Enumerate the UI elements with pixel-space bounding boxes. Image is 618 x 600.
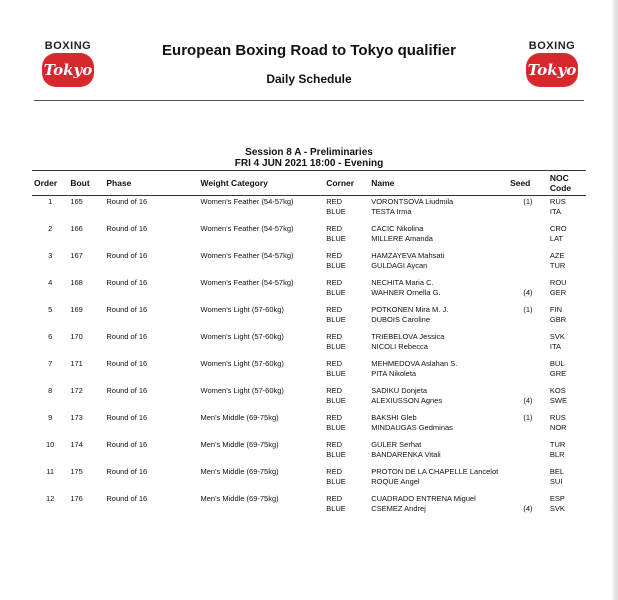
- phase-cell: Round of 16: [106, 440, 148, 449]
- boxer-name-blue: ALEXIUSSON Agnes: [371, 395, 443, 405]
- corner-blue: BLUE: [326, 287, 346, 297]
- boxer-name-blue: TESTA Irma: [371, 206, 412, 216]
- corner-blue: BLUE: [326, 476, 346, 486]
- noc-code-red: FIN: [549, 305, 562, 314]
- bout-cell: 172: [70, 386, 83, 395]
- seed-cell: [508, 358, 548, 385]
- noc-code-cell: [548, 331, 586, 358]
- noc-code-blue: NOR: [549, 422, 567, 432]
- header-divider: [34, 100, 584, 101]
- corner-red: RED: [326, 413, 343, 422]
- phase-cell: Round of 16: [106, 359, 148, 368]
- seed-blue: (4): [523, 503, 533, 513]
- session-heading: [100, 147, 518, 169]
- phase-cell: Round of 16: [106, 413, 148, 422]
- boxer-name-red: VORONTSOVA Liudmila: [371, 197, 454, 206]
- seed-cell: [508, 439, 548, 466]
- noc-code-blue: SWE: [549, 395, 567, 405]
- order-cell: 2: [48, 224, 53, 233]
- corner-red: RED: [326, 197, 343, 206]
- boxer-name-cell: [369, 358, 508, 385]
- noc-code-blue: ITA: [549, 206, 562, 216]
- seed-red: (1): [523, 413, 533, 422]
- corner-blue: BLUE: [326, 449, 346, 459]
- phase-cell: Round of 16: [106, 494, 148, 503]
- boxer-name-cell: [369, 304, 508, 331]
- noc-code-cell: [548, 223, 586, 250]
- boxer-name-cell: [369, 196, 508, 224]
- noc-code-red: ROU: [549, 278, 567, 287]
- weight-category-cell: Men's Middle (69-75kg): [200, 494, 279, 503]
- seed-cell: [508, 385, 548, 412]
- boxer-name-cell: [369, 466, 508, 493]
- bout-cell: 175: [70, 467, 83, 476]
- weight-category-cell: Men's Middle (69-75kg): [200, 467, 279, 476]
- order-cell: 7: [48, 359, 53, 368]
- noc-code-red: SVK: [549, 332, 565, 341]
- weight-category-cell: Women's Feather (54-57kg): [200, 251, 294, 260]
- seed-blue: (4): [523, 395, 533, 405]
- corner-red: RED: [326, 359, 343, 368]
- corner-blue: BLUE: [326, 368, 346, 378]
- seed-blue: [510, 477, 546, 487]
- table-row: [32, 331, 586, 358]
- seed-cell: [508, 277, 548, 304]
- corner-cell: [324, 493, 369, 520]
- seed-red: [510, 278, 546, 288]
- bout-cell: 168: [70, 278, 83, 287]
- corner-red: RED: [326, 440, 343, 449]
- noc-code-red: BUL: [549, 359, 565, 368]
- table-row: [32, 385, 586, 412]
- boxer-name-cell: [369, 412, 508, 439]
- page-edge: [612, 0, 618, 600]
- boxer-name-blue: NICOLI Rebecca: [371, 341, 428, 351]
- boxer-name-blue: PITA Nikoleta: [371, 368, 417, 378]
- corner-blue: BLUE: [326, 395, 346, 405]
- boxer-name-red: CUADRADO ENTRENA Miguel: [371, 494, 476, 503]
- table-row: [32, 493, 586, 520]
- table-row: [32, 412, 586, 439]
- corner-blue: BLUE: [326, 233, 346, 243]
- phase-cell: Round of 16: [106, 224, 148, 233]
- noc-code-red: AZE: [549, 251, 565, 260]
- seed-blue: [510, 423, 546, 433]
- logo-tokyo-badge: Tokyo: [526, 53, 578, 87]
- corner-blue: BLUE: [326, 341, 346, 351]
- boxing-tokyo-logo-left: [38, 40, 98, 88]
- order-cell: 3: [48, 251, 53, 260]
- corner-red: RED: [326, 467, 343, 476]
- logo-boxing-text: BOXING: [44, 40, 92, 52]
- weight-category-cell: Men's Middle (69-75kg): [200, 413, 279, 422]
- seed-blue: [510, 207, 546, 217]
- boxer-name-blue: MILLERE Amanda: [371, 233, 433, 243]
- seed-cell: [508, 466, 548, 493]
- bout-cell: 167: [70, 251, 83, 260]
- corner-blue: BLUE: [326, 206, 346, 216]
- corner-blue: BLUE: [326, 503, 346, 513]
- corner-cell: [324, 439, 369, 466]
- corner-red: RED: [326, 278, 343, 287]
- table-row: [32, 223, 586, 250]
- noc-code-cell: [548, 493, 586, 520]
- phase-cell: Round of 16: [106, 278, 148, 287]
- noc-code-blue: LAT: [549, 233, 564, 243]
- noc-code-blue: TUR: [549, 260, 566, 270]
- seed-red: [510, 440, 546, 450]
- noc-code-red: RUS: [549, 413, 566, 422]
- phase-cell: Round of 16: [106, 467, 148, 476]
- order-cell: 10: [45, 440, 55, 449]
- table-header-row: [32, 171, 586, 196]
- corner-blue: BLUE: [326, 422, 346, 432]
- boxer-name-blue: CSEMEZ Andrej: [371, 503, 426, 513]
- order-cell: 12: [45, 494, 55, 503]
- noc-code-red: RUS: [549, 197, 566, 206]
- table-row: [32, 304, 586, 331]
- noc-code-red: CRO: [549, 224, 567, 233]
- corner-cell: [324, 250, 369, 277]
- corner-cell: [324, 331, 369, 358]
- corner-cell: [324, 304, 369, 331]
- corner-cell: [324, 196, 369, 224]
- schedule-table-body: [32, 196, 586, 521]
- column-header-name: Name: [369, 171, 508, 196]
- table-row: [32, 277, 586, 304]
- boxer-name-red: MEHMEDOVA Aslahan S.: [371, 359, 458, 368]
- boxer-name-cell: [369, 385, 508, 412]
- table-row: [32, 466, 586, 493]
- table-row: [32, 250, 586, 277]
- noc-code-cell: [548, 412, 586, 439]
- boxer-name-blue: ROQUE Angel: [371, 476, 420, 486]
- seed-cell: [508, 412, 548, 439]
- phase-cell: Round of 16: [106, 386, 148, 395]
- boxer-name-red: TRIEBELOVA Jessica: [371, 332, 445, 341]
- seed-blue: [510, 261, 546, 271]
- noc-code-red: TUR: [549, 440, 566, 449]
- boxing-tokyo-logo-right: [522, 40, 582, 88]
- column-header-noc-code: NOC Code: [548, 171, 586, 196]
- noc-code-cell: [548, 358, 586, 385]
- noc-code-blue: SUI: [549, 476, 563, 486]
- seed-blue: [510, 450, 546, 460]
- seed-blue: [510, 369, 546, 379]
- bout-cell: 176: [70, 494, 83, 503]
- boxer-name-red: BAKSHI Gleb: [371, 413, 417, 422]
- corner-red: RED: [326, 386, 343, 395]
- boxer-name-red: GULER Serhat: [371, 440, 422, 449]
- phase-cell: Round of 16: [106, 332, 148, 341]
- phase-cell: Round of 16: [106, 197, 148, 206]
- noc-code-blue: SVK: [549, 503, 565, 513]
- noc-code-cell: [548, 385, 586, 412]
- corner-red: RED: [326, 305, 343, 314]
- seed-cell: [508, 250, 548, 277]
- weight-category-cell: Women's Light (57-60kg): [200, 386, 284, 395]
- boxer-name-cell: [369, 250, 508, 277]
- boxer-name-red: PROTON DE LA CHAPELLE Lancelot: [371, 467, 499, 476]
- corner-red: RED: [326, 224, 343, 233]
- document-subtitle: Daily Schedule: [266, 72, 352, 86]
- boxer-name-blue: BANDARENKA Vitali: [371, 449, 441, 459]
- bout-cell: 173: [70, 413, 83, 422]
- noc-code-cell: [548, 466, 586, 493]
- seed-cell: [508, 331, 548, 358]
- table-row: [32, 196, 586, 224]
- order-cell: 5: [48, 305, 53, 314]
- seed-blue: [510, 342, 546, 352]
- seed-red: [510, 359, 546, 369]
- seed-red: (1): [523, 197, 533, 206]
- noc-code-blue: GBR: [549, 314, 567, 324]
- weight-category-cell: Women's Light (57-60kg): [200, 305, 284, 314]
- order-cell: 6: [48, 332, 53, 341]
- order-cell: 11: [46, 467, 55, 476]
- corner-cell: [324, 223, 369, 250]
- boxer-name-cell: [369, 439, 508, 466]
- column-header-phase: Phase: [104, 171, 198, 196]
- noc-code-red: BEL: [549, 467, 565, 476]
- noc-code-blue: GRE: [549, 368, 567, 378]
- weight-category-cell: Women's Light (57-60kg): [200, 332, 284, 341]
- seed-red: (1): [523, 305, 533, 314]
- seed-cell: [508, 196, 548, 224]
- weight-category-cell: Men's Middle (69-75kg): [200, 440, 279, 449]
- corner-cell: [324, 277, 369, 304]
- corner-cell: [324, 358, 369, 385]
- boxer-name-cell: [369, 331, 508, 358]
- weight-category-cell: Women's Feather (54-57kg): [200, 278, 294, 287]
- bout-cell: 166: [70, 224, 83, 233]
- seed-red: [510, 332, 546, 342]
- seed-red: [510, 386, 546, 396]
- order-cell: 9: [48, 413, 53, 422]
- noc-code-cell: [548, 196, 586, 224]
- column-header-order: Order: [32, 171, 68, 196]
- corner-red: RED: [326, 251, 343, 260]
- seed-blue: [510, 234, 546, 244]
- noc-code-cell: [548, 304, 586, 331]
- boxer-name-cell: [369, 493, 508, 520]
- column-header-bout: Bout: [68, 171, 104, 196]
- bout-cell: 171: [70, 359, 83, 368]
- seed-red: [510, 467, 546, 477]
- noc-code-blue: GER: [549, 287, 567, 297]
- column-header-corner: Corner: [324, 171, 369, 196]
- document-title: European Boxing Road to Tokyo qualifier: [162, 42, 456, 59]
- weight-category-cell: Women's Feather (54-57kg): [200, 224, 294, 233]
- bout-cell: 174: [70, 440, 83, 449]
- seed-red: [510, 251, 546, 261]
- boxer-name-blue: WAHNER Ornella G.: [371, 287, 441, 297]
- corner-cell: [324, 466, 369, 493]
- seed-cell: [508, 304, 548, 331]
- boxer-name-blue: GULDAGI Aycan: [371, 260, 428, 270]
- corner-blue: BLUE: [326, 260, 346, 270]
- seed-red: [510, 224, 546, 234]
- boxer-name-blue: MINDAUGAS Gedminas: [371, 422, 453, 432]
- boxer-name-cell: [369, 223, 508, 250]
- session-name: Session 8 A - Preliminaries: [245, 147, 373, 158]
- boxer-name-red: CACIC Nikolina: [371, 224, 424, 233]
- noc-code-red: ESP: [549, 494, 565, 503]
- schedule-table: [32, 170, 586, 520]
- bout-cell: 169: [70, 305, 83, 314]
- table-row: [32, 358, 586, 385]
- noc-code-blue: ITA: [549, 341, 562, 351]
- phase-cell: Round of 16: [106, 251, 148, 260]
- noc-code-blue: BLR: [549, 449, 565, 459]
- bout-cell: 165: [70, 197, 83, 206]
- seed-cell: [508, 493, 548, 520]
- corner-red: RED: [326, 332, 343, 341]
- session-datetime: FRI 4 JUN 2021 18:00 - Evening: [234, 158, 384, 169]
- boxer-name-red: NECHITA Maria C.: [371, 278, 434, 287]
- noc-code-cell: [548, 277, 586, 304]
- logo-boxing-text: BOXING: [528, 40, 576, 52]
- weight-category-cell: Women's Feather (54-57kg): [200, 197, 294, 206]
- column-header-seed: Seed: [508, 171, 548, 196]
- weight-category-cell: Women's Light (57-60kg): [200, 359, 284, 368]
- column-header-weight-category: Weight Category: [199, 171, 325, 196]
- seed-red: [510, 494, 546, 504]
- noc-code-cell: [548, 250, 586, 277]
- seed-blue: (4): [523, 287, 533, 297]
- boxer-name-cell: [369, 277, 508, 304]
- corner-cell: [324, 385, 369, 412]
- noc-code-red: KOS: [549, 386, 566, 395]
- order-cell: 1: [48, 197, 53, 206]
- table-row: [32, 439, 586, 466]
- phase-cell: Round of 16: [106, 305, 148, 314]
- corner-red: RED: [326, 494, 343, 503]
- boxer-name-red: POTKONEN Mira M. J.: [371, 305, 449, 314]
- order-cell: 4: [48, 278, 53, 287]
- logo-tokyo-badge: Tokyo: [42, 53, 94, 87]
- seed-cell: [508, 223, 548, 250]
- bout-cell: 170: [70, 332, 83, 341]
- boxer-name-red: HAMZAYEVA Mahsati: [371, 251, 445, 260]
- order-cell: 8: [48, 386, 53, 395]
- noc-code-cell: [548, 439, 586, 466]
- seed-blue: [510, 315, 546, 325]
- boxer-name-red: SADIKU Donjeta: [371, 386, 428, 395]
- corner-blue: BLUE: [326, 314, 346, 324]
- corner-cell: [324, 412, 369, 439]
- boxer-name-blue: DUBOIS Caroline: [371, 314, 430, 324]
